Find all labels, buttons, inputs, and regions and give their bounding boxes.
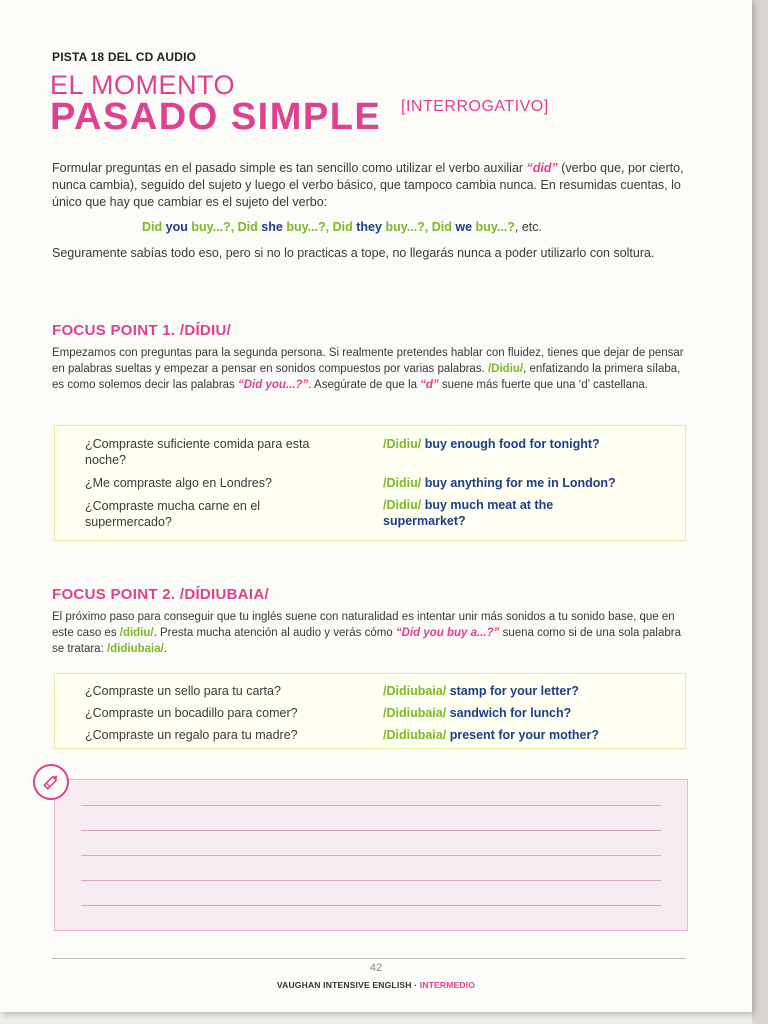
intro-paragraph bbox=[52, 160, 688, 211]
section-title-top: EL MOMENTO bbox=[50, 70, 236, 100]
table-row-es: ¿Compraste un bocadillo para comer? bbox=[85, 706, 298, 720]
table-row-es: ¿Compraste un regalo para tu madre? bbox=[85, 728, 298, 742]
section-title-tag: [INTERROGATIVO] bbox=[401, 98, 549, 115]
example-item: Did she buy...? bbox=[237, 220, 326, 234]
audio-track-label: PISTA 18 DEL CD AUDIO bbox=[52, 50, 197, 64]
table-row-en: /Didiubaia/ stamp for your letter? bbox=[383, 684, 579, 698]
example-list: Did you buy...?, Did she buy...?, Did they buy...?, Did we buy...?, etc. bbox=[142, 220, 542, 234]
section-title-main: PASADO SIMPLE bbox=[50, 96, 382, 138]
example-item: Did we buy...? bbox=[431, 220, 515, 234]
pencil-icon bbox=[33, 764, 69, 800]
example-item: Did they buy...? bbox=[332, 220, 425, 234]
intro-paragraph-2: Seguramente sabías todo eso, pero si no lo practicas a tope, no llegarás nunca a poder utilizarlo con soltura. bbox=[52, 246, 655, 260]
table-row-es: ¿Compraste suficiente comida para esta noche? bbox=[85, 437, 310, 467]
note-line bbox=[81, 905, 661, 906]
table-row-en: /Didiubaia/ sandwich for lunch? bbox=[383, 706, 572, 720]
footer-divider bbox=[52, 958, 686, 959]
notes-area bbox=[54, 779, 688, 931]
intro-text-rest: (verbo que, por cierto, nunca cambia), seguido del sujeto y luego el verbo básico, que tampoco cambia nunca. En resumidas cuentas, lo único que hay que cambiar es el sujeto del verbo: bbox=[52, 161, 684, 209]
focus-point-2-heading: FOCUS POINT 2. /DÍDIUBAIA/ bbox=[52, 586, 269, 603]
table-row-es: ¿Compraste un sello para tu carta? bbox=[85, 684, 281, 698]
note-line bbox=[81, 855, 661, 856]
book-spine bbox=[752, 0, 768, 1024]
focus-point-1-heading: FOCUS POINT 1. /DÍDIU/ bbox=[52, 322, 232, 339]
page-number: 42 bbox=[369, 962, 383, 974]
table-row-en: /Didiu/ buy much meat at the supermarket? bbox=[383, 498, 554, 528]
table-row-en: /Didiu/ buy enough food for tonight? bbox=[383, 437, 600, 451]
book-footer: VAUGHAN INTENSIVE ENGLISH · INTERMEDIO bbox=[276, 980, 476, 990]
table-row-es: ¿Compraste mucha carne en el supermercado? bbox=[85, 499, 261, 529]
example-item: Did you buy...? bbox=[142, 220, 231, 234]
focus-point-1-table bbox=[54, 425, 686, 541]
focus-point-1-text: Empezamos con preguntas para la segunda persona. Si realmente pretendes hablar con fluidez, tienes que dejar de pensar en palabras sueltas y empezar a pensar en sonidos compuestos por varias palabras. /Didiu/, enfatizando la primera sílaba, es como solemos decir las palabras “Did you...?”. Asegúrate de que la “d” suene más fuerte que una ‘d’ castellana. bbox=[52, 347, 684, 391]
table-row-en: /Didiu/ buy anything for me in London? bbox=[383, 476, 616, 490]
focus-point-2-table bbox=[54, 673, 686, 749]
did-highlight: “did” bbox=[526, 161, 558, 175]
note-line bbox=[81, 805, 661, 806]
focus-point-2-text: El próximo paso para conseguir que tu inglés suene con naturalidad es intentar unir más sonidos a tu sonido base, que en este caso es /didiu/. Presta mucha atención al audio y verás cómo “Did you buy a...?” suena como si de una sola palabra se tratara: /didiubaia/. bbox=[52, 611, 681, 655]
intro-text: Formular preguntas en el pasado simple es tan sencillo como utilizar el verbo auxiliar bbox=[52, 161, 527, 175]
table-row-es: ¿Me compraste algo en Londres? bbox=[85, 476, 272, 490]
note-line bbox=[81, 880, 661, 881]
table-row-en: /Didiubaia/ present for your mother? bbox=[383, 728, 600, 742]
note-line bbox=[81, 830, 661, 831]
